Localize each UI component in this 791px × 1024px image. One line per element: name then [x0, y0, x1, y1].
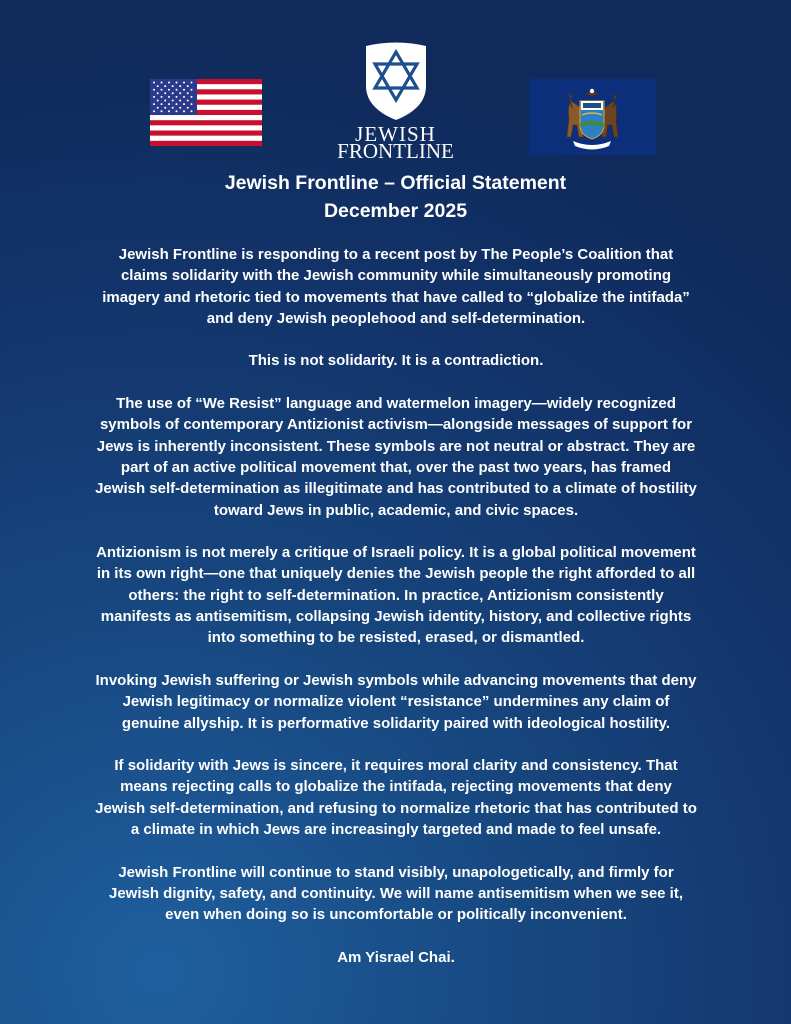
paragraph-allyship: Invoking Jewish suffering or Jewish symbols while advancing movements that deny Jewish legitimacy or normalize violent “resistance” undermines any claim of genuine allyship. It is performative solidarity paired with ideological hostility. [95, 671, 697, 732]
paragraph-antizionism: Antizionism is not merely a critique of Israeli policy. It is a global political movement in its own right—one that uniquely denies the Jewish people the right afforded to all others: the right to self-determination. In practice, Antizionism consistently manifests as antisemitism, collapsing Jewish identity, history, and collective rights into something to be resisted, erased, or dismantled. [96, 544, 696, 647]
star-of-david-shield-icon [362, 40, 430, 122]
statement-header [0, 169, 791, 225]
paragraph-solidarity: If solidarity with Jews is sincere, it requires moral clarity and consistency. That means rejecting calls to globalize the intifada, rejecting movements that deny Jewish self-determination, and refusing to normalize rhetoric that has contributed to a climate in which Jews are increasingly targeted and made to feel unsafe. [95, 757, 697, 839]
logo-line-1: JEWISH [355, 122, 436, 146]
paragraph-intro: Jewish Frontline is responding to a recent post by The People’s Coalition that claims solidarity with the Jewish community while simultaneously promoting imagery and rhetoric tied to movements that have called to “globalize the intifada” and deny Jewish peoplehood and self-determination. [102, 246, 690, 327]
statement-title: Jewish Frontline – Official Statement [224, 172, 567, 194]
us-flag [150, 79, 262, 146]
paragraph-symbols: The use of “We Resist” language and watermelon imagery—widely recognized symbols of contemporary Antizionist activism—alongside messages of support for Jews is inherently inconsistent. These symbols are not neutral or abstract. They are part of an active political movement that, over the past two years, has framed Jewish self-determination as illegitimate and has contributed to a climate of hostility toward Jews in public, academic, and civic spaces. [95, 395, 697, 519]
statement-body [94, 244, 698, 989]
logo-wordmark [312, 122, 479, 163]
statement-date: December 2025 [323, 200, 468, 222]
logo-line-2: FRONTLINE [337, 139, 454, 163]
jewish-frontline-logo [312, 40, 479, 164]
paragraph-commitment: Jewish Frontline will continue to stand visibly, unapologetically, and firmly for Jewish dignity, safety, and continuity. We will name antisemitism when we see it, even when doing so is uncomfortable or politically inconvenient. [108, 863, 684, 924]
michigan-flag [529, 79, 656, 155]
paragraph-contradiction: This is not solidarity. It is a contradiction. [248, 352, 544, 370]
paragraph-closing: Am Yisrael Chai. [337, 948, 455, 966]
